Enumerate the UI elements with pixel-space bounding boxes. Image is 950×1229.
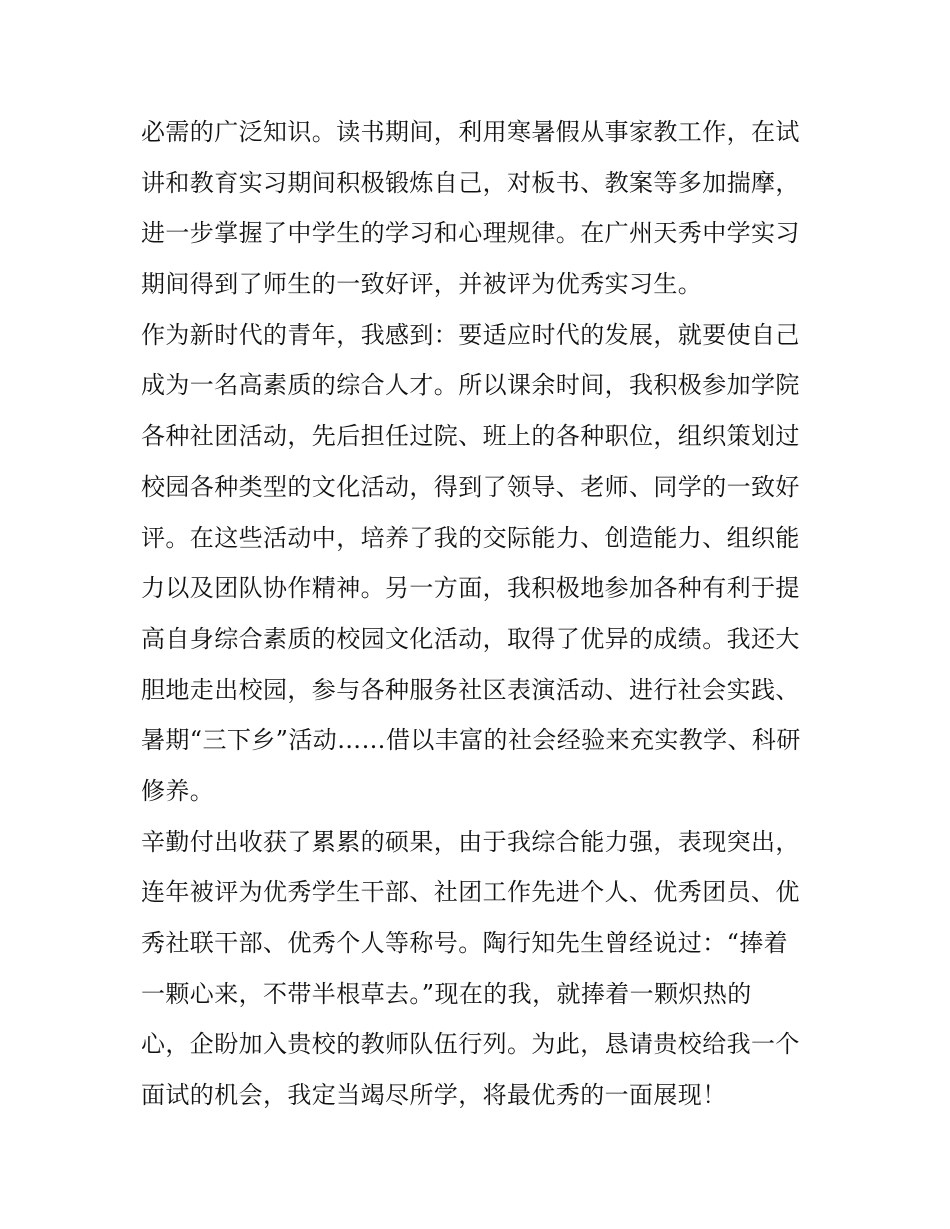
text-line-15: 辛勤付出收获了累累的硕果，由于我综合能力强，表现突出，: [141, 827, 800, 856]
text-line-17: 秀社联干部、优秀个人等称号。陶行知先生曾经说过：“捧着: [141, 929, 789, 957]
text-line-10: 力以及团队协作精神。另一方面，我积极地参加各种有利于提: [141, 574, 800, 603]
text-line-16: 连年被评为优秀学生干部、社团工作先进个人、优秀团员、优: [141, 878, 800, 907]
text-line-14: 修养。: [141, 776, 215, 805]
text-line-8: 校园各种类型的文化活动，得到了领导、老师、同学的一致好: [141, 472, 800, 501]
text-line-18: 一颗心来，不带半根草去。”现在的我，就捧着一颗炽热的: [141, 979, 752, 1008]
text-line-11: 高自身综合素质的校园文化活动，取得了优异的成绩。我还大: [141, 624, 800, 653]
text-line-20: 面试的机会，我定当竭尽所学，将最优秀的一面展现！: [141, 1081, 727, 1110]
text-line-3: 进一步掌握了中学生的学习和心理规律。在广州天秀中学实习: [141, 219, 800, 248]
text-line-7: 各种社团活动，先后担任过院、班上的各种职位，组织策划过: [141, 422, 800, 451]
text-line-2: 讲和教育实习期间积极锻炼自己，对板书、教案等多加揣摩，: [141, 168, 800, 197]
text-line-19: 心，企盼加入贵校的教师队伍行列。为此，恳请贵校给我一个: [141, 1030, 800, 1059]
text-line-12: 胆地走出校园，参与各种服务社区表演活动、进行社会实践、: [141, 675, 800, 704]
text-line-9: 评。在这些活动中，培养了我的交际能力、创造能力、组织能: [141, 523, 800, 552]
document-body: [141, 107, 821, 1121]
text-line-13: 暑期“三下乡”活动……借以丰富的社会经验来充实教学、科研: [141, 726, 801, 755]
text-line-1: 必需的广泛知识。读书期间，利用寒暑假从事家教工作，在试: [141, 118, 800, 146]
text-line-6: 成为一名高素质的综合人才。所以课余时间，我积极参加学院: [141, 371, 800, 400]
text-line-4: 期间得到了师生的一致好评，并被评为优秀实习生。: [141, 270, 703, 299]
text-line-5: 作为新时代的青年，我感到：要适应时代的发展，就要使自己: [141, 320, 800, 349]
